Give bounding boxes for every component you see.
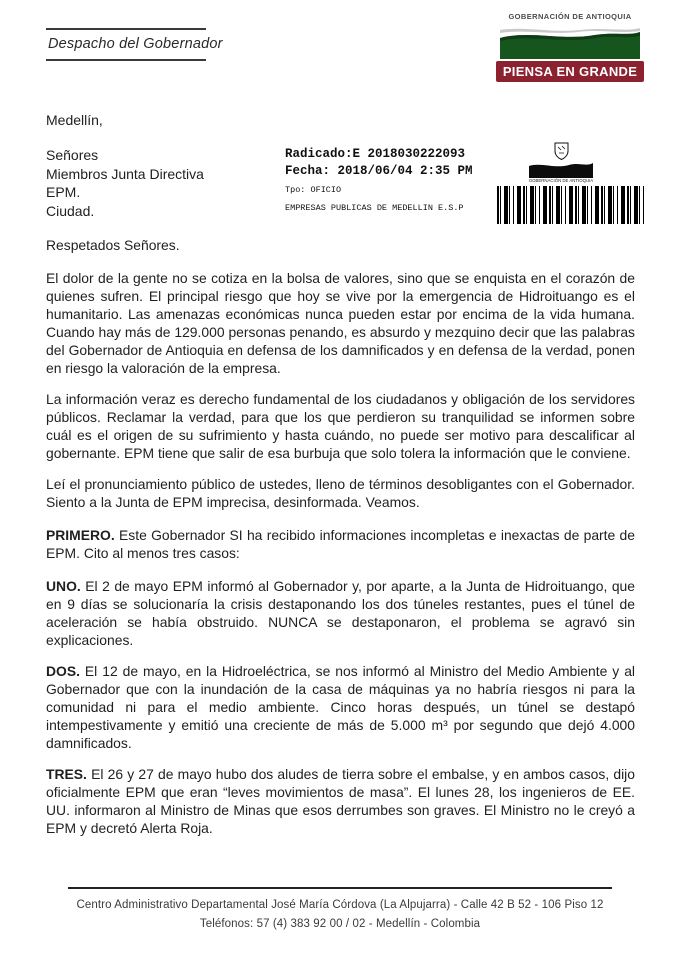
paragraph: La información veraz es derecho fundamental de los ciudadanos y obligación de los servidores públicos. Reclamar la verdad, para que los que perdieron su tranquilidad se informen sobre cuál es el origen de su sufrimiento y hasta cuándo, no puede ser motivo para descalificar al gobernante. EPM tiene que salir de esa burbuja que solo tolera la información que le conviene. <box>46 391 635 461</box>
tipo-line: Tpo: OFICIO <box>285 185 342 195</box>
office-title: Despacho del Gobernador <box>48 36 223 52</box>
uno-label: UNO. <box>46 578 81 594</box>
city-line: Medellín, <box>46 112 103 128</box>
recipient-line: EPM. <box>46 184 81 200</box>
primero-paragraph <box>46 526 635 562</box>
salutation: Respetados Señores. <box>46 237 180 253</box>
uno-text: El 2 de mayo EPM informó al Gobernador y, por aparte, a la Junta de Hidroituango, que en 9 días se solucionaría la crisis destaponando los dos túneles restantes, pues el túnel de aceleración se había obstruido. NUNCA se destaponaron, el problema se agravó sin explicaciones. <box>46 578 635 648</box>
tres-label: TRES. <box>46 766 87 782</box>
stamp-seal <box>516 142 606 185</box>
recipient-line: Ciudad. <box>46 202 95 219</box>
dos-label: DOS. <box>46 663 80 679</box>
tres-text: El 26 y 27 de mayo hubo dos aludes de tierra sobre el embalse, y en ambos casos, dijo oficialmente EPM que eran “leves movimientos de masa”. El lunes 28, los ingenieros de EE. UU. informaron al Ministro de Minas que esos derrumbes son graves. El Ministro no le creyó a EPM y decretó Alerta Roja. <box>46 766 635 836</box>
gobernacion-brand <box>496 12 644 82</box>
fecha-line: Fecha: 2018/06/04 2:35 PM <box>285 164 473 178</box>
filing-stamp <box>285 146 473 216</box>
case-dos <box>46 662 635 752</box>
paragraph: El dolor de la gente no se cotiza en la bolsa de valores, sino que se enquista en el corazón de quienes sufren. El principal riesgo que hoy se vive por la emergencia de Hidroituango es el humanitario. Las amenazas económicas nunca pueden estar por encima de la vida humana. Cuando hay más de 129.000 personas penando, es absurdo y mezquino decir que las palabras del Gobernador de Antioquia en defensa de los damnificados y en defensa de la verdad, ponen en riesgo la valoración de la empresa. <box>46 270 635 376</box>
seal-caption: GOBERNACIÓN DE ANTIOQUIA <box>528 179 594 184</box>
primero-text: Este Gobernador SI ha recibido informaciones incompletas e inexactas de parte de EPM. Cito al menos tres casos: <box>46 527 636 561</box>
case-uno <box>46 577 635 649</box>
paragraph: Leí el pronunciamiento público de ustedes, lleno de términos desobligantes con el Gobernador. Siento a la Junta de EPM imprecisa, desinformada. Veamos. <box>46 476 635 510</box>
footer-rule <box>68 887 612 889</box>
primero-label: PRIMERO. <box>46 527 115 543</box>
footer-phones: Teléfonos: 57 (4) 383 92 00 / 02 - Medellín - Colombia <box>199 918 481 930</box>
shield-icon <box>554 142 569 160</box>
gobernacion-name: GOBERNACIÓN DE ANTIOQUIA <box>508 12 632 21</box>
recipient-line: Señores <box>46 147 99 163</box>
case-tres <box>46 765 635 837</box>
antioquia-flag-image <box>500 26 640 59</box>
letterhead <box>46 28 223 61</box>
letterhead-bottom-rule <box>46 59 206 61</box>
seal-flag-icon <box>529 161 593 178</box>
footer-address: Centro Administrativo Departamental José María Córdova (La Alpujarra) - Calle 42 B 52 - 106 Piso 12 <box>76 899 604 911</box>
piensa-en-grande-banner: PIENSA EN GRANDE <box>496 61 644 82</box>
dos-text: El 12 de mayo, en la Hidroeléctrica, se nos informó al Ministro del Medio Ambiente y al Gobernador que con la inundación de la casa de máquinas ya no habría riesgos ni para la comunidad ni para el medio ambiente. Cinco horas después, un túnel se destapó intempestivamente y emitió una creciente de más de 5.000 m³ por segundo que dejó 4.000 damnificados. <box>46 663 636 751</box>
radicado-line: Radicado:E 2018030222093 <box>285 147 466 161</box>
recipient-line: Miembros Junta Directiva <box>46 165 204 182</box>
entity-line: EMPRESAS PUBLICAS DE MEDELLIN E.S.P <box>285 203 464 213</box>
recipient-block <box>46 146 204 220</box>
letter-body <box>46 236 635 850</box>
footer <box>0 887 680 934</box>
barcode <box>497 186 645 224</box>
